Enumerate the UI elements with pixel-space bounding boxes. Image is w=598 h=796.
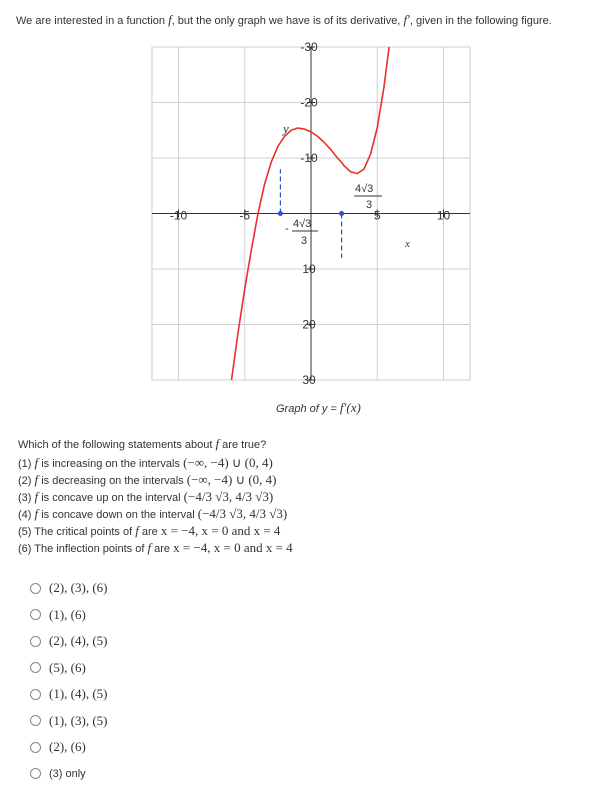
y-tick-label: 20: [302, 317, 316, 332]
statement-6: (6) The inflection points of f are x = −4, x = 0 and x = 4: [18, 540, 293, 555]
answer-choices: [30, 575, 107, 787]
x-axis-label: x: [405, 238, 410, 250]
annot-neg-num: 4√3: [293, 218, 312, 230]
annot-neg-den: 3: [301, 235, 308, 247]
intro-part3: , given in the following figure.: [409, 15, 552, 27]
y-tick-label: 10: [302, 262, 316, 276]
choice-label: (2), (4), (5): [49, 633, 108, 649]
x-tick-label: 10: [436, 208, 451, 223]
statement-list: [18, 454, 293, 556]
choice-label: (1), (6): [49, 606, 86, 622]
question-after: are true?: [219, 439, 267, 451]
y-axis-label: y: [283, 121, 289, 136]
critical-point-marker: [339, 211, 344, 216]
intro-f: f: [168, 12, 172, 27]
question-f: f: [215, 436, 220, 451]
choice-4[interactable]: [30, 655, 107, 682]
choice-label: (5), (6): [49, 659, 86, 675]
choice-2[interactable]: [30, 602, 107, 629]
choice-1[interactable]: [30, 575, 107, 602]
statement-2: (2) f is decreasing on the intervals (−∞, −4) ∪ (0, 4): [18, 472, 277, 487]
critical-point-marker: [278, 211, 283, 216]
intro-part1: We are interested in a function: [16, 15, 169, 27]
x-tick-label: -10: [169, 208, 188, 223]
graph-caption-text: Graph of y =: [276, 403, 340, 415]
choice-label: (2), (6): [49, 739, 86, 755]
statement-5: (5) The critical points of f are x = −4, x = 0 and x = 4: [18, 523, 281, 538]
radio-button[interactable]: [30, 689, 41, 700]
statement-4: (4) f is concave down on the interval (−4/3 √3, 4/3 √3): [18, 506, 288, 521]
annot-pos-num: 4√3: [355, 183, 374, 195]
choice-3[interactable]: [30, 628, 107, 655]
choice-7[interactable]: [30, 734, 107, 761]
radio-button[interactable]: [30, 583, 41, 594]
choice-label: (1), (4), (5): [49, 686, 108, 702]
x-tick-label: 5: [373, 208, 381, 223]
y-tick-label: -30: [300, 40, 318, 54]
y-tick-label: -10: [300, 151, 318, 165]
choice-6[interactable]: [30, 708, 107, 735]
radio-button[interactable]: [30, 742, 41, 753]
y-tick-label: -20: [300, 95, 318, 110]
radio-button[interactable]: [30, 768, 41, 779]
choice-label: (3) only: [49, 767, 86, 780]
statement-1: (1) f is increasing on the intervals (−∞, −4) ∪ (0, 4): [18, 455, 273, 470]
radio-button[interactable]: [30, 662, 41, 673]
question-before: Which of the following statements about: [18, 439, 216, 451]
x-tick-label: -5: [239, 208, 251, 223]
annot-neg-sign: -: [285, 223, 289, 235]
choice-5[interactable]: [30, 681, 107, 708]
choice-label: (1), (3), (5): [49, 712, 108, 728]
statement-3: (3) f is concave up on the interval (−4/3 √3, 4/3 √3): [18, 489, 274, 504]
choice-label: (2), (3), (6): [49, 580, 108, 596]
intro-part2: , but the only graph we have is of its derivative,: [171, 15, 404, 27]
question-text: [18, 436, 266, 452]
graph-caption: [276, 400, 361, 415]
radio-button[interactable]: [30, 609, 41, 620]
intro-fprime: f′: [403, 12, 410, 27]
radio-button[interactable]: [30, 715, 41, 726]
choice-8[interactable]: [30, 761, 107, 788]
radio-button[interactable]: [30, 636, 41, 647]
annot-pos-den: 3: [366, 199, 373, 211]
y-tick-label: 30: [302, 373, 316, 387]
graph-caption-math: f′(x): [339, 400, 361, 415]
